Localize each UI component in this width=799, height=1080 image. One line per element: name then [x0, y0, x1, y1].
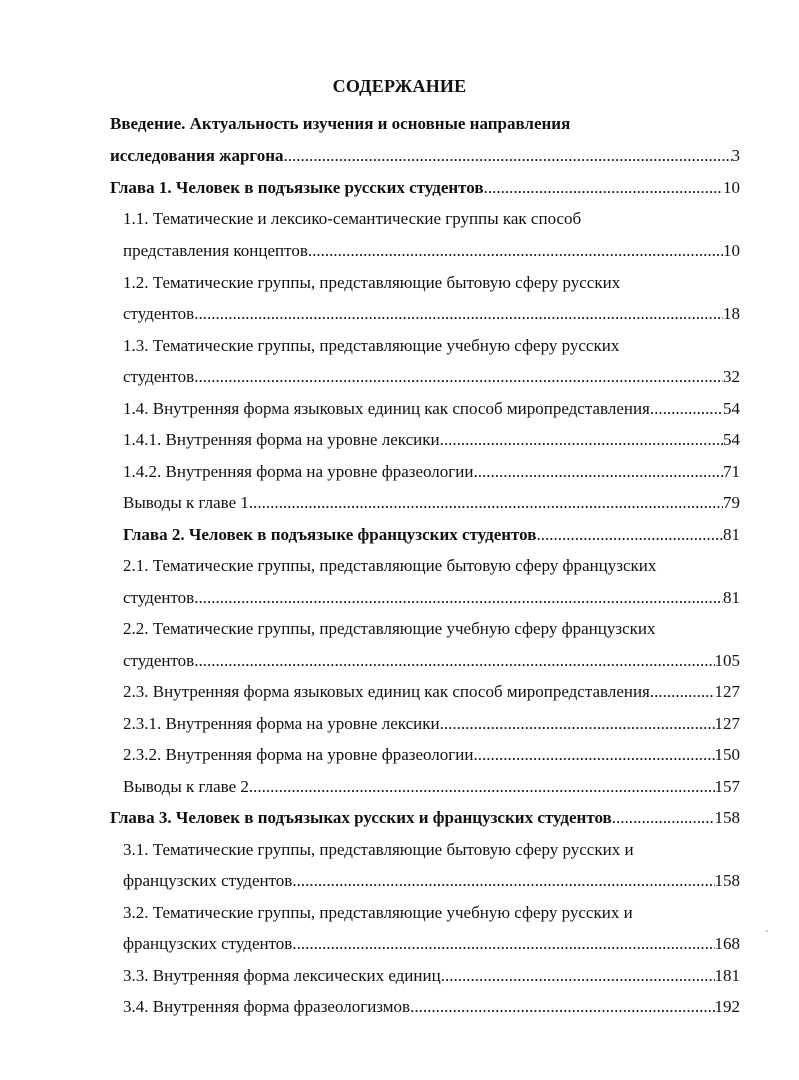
- toc-leader-dots: [284, 145, 732, 167]
- toc-entry-text: 3.2. Тематические группы, представляющие учебную сферу русских и: [123, 903, 633, 922]
- toc-entry-text: Выводы к главе 2: [123, 777, 249, 796]
- toc-entry-conclusions-2: [123, 776, 740, 798]
- toc-leader-dots: [249, 776, 715, 798]
- toc-leader-dots: [194, 366, 723, 388]
- toc-entry-1-2: [123, 303, 740, 325]
- toc-page-number: 192: [714, 997, 740, 1016]
- toc-entry-1-4: [123, 398, 740, 420]
- toc-page-number: 158: [714, 871, 740, 890]
- toc-entry-text: 1.1. Тематические и лексико-семантические группы как способ: [123, 209, 582, 228]
- toc-page-number: 158: [714, 808, 740, 827]
- toc-entry-text: представления концептов: [123, 241, 308, 260]
- toc-leader-dots: [650, 398, 723, 420]
- toc-leader-dots: [292, 933, 714, 955]
- toc-entry-3-2: [123, 933, 740, 955]
- toc-leader-dots: [440, 713, 715, 735]
- toc-page-number: 54: [723, 430, 740, 449]
- toc-page-number: 127: [714, 682, 740, 701]
- toc-entry-2-1-line1: [123, 555, 740, 577]
- toc-entry-2-2: [123, 650, 740, 672]
- toc-leader-dots: [194, 650, 714, 672]
- toc-entry-text: французских студентов: [123, 871, 293, 890]
- toc-entry-chapter-3: [110, 807, 740, 829]
- toc-entry-conclusions-1: [123, 492, 740, 514]
- toc-entry-1-1-line1: [123, 208, 740, 230]
- toc-entry-3-2-line1: [123, 902, 740, 924]
- toc-page-number: 32: [723, 367, 740, 386]
- toc-entry-text: студентов: [123, 651, 195, 670]
- toc-page-number: 3: [731, 146, 740, 165]
- toc-entry-text: Глава 3. Человек в подъязыках русских и французских студентов: [110, 808, 612, 827]
- toc-entry-text: Глава 2. Человек в подъязыке французских студентов: [123, 525, 537, 544]
- toc-entry-intro-line1: [110, 113, 740, 135]
- toc-entry-1-2-line1: [123, 272, 740, 294]
- toc-entry-1-3-line1: [123, 335, 740, 357]
- toc-leader-dots: [410, 996, 714, 1018]
- page-title: СОДЕРЖАНИЕ: [332, 76, 467, 96]
- toc-entry-2-3-1: [123, 713, 740, 735]
- toc-entry-text: Выводы к главе 1: [123, 493, 249, 512]
- toc-leader-dots: [484, 177, 723, 199]
- toc-entry-text: 3.4. Внутренняя форма фразеологизмов: [123, 997, 411, 1016]
- toc-entry-chapter-2: [123, 524, 740, 546]
- toc-entry-text: исследования жаргона: [110, 146, 284, 165]
- toc-entry-text: 2.3. Внутренняя форма языковых единиц как способ миропредставления: [123, 682, 650, 701]
- toc-entry-1-3: [123, 366, 740, 388]
- toc-entry-2-1: [123, 587, 740, 609]
- toc-leader-dots: [440, 429, 723, 451]
- toc-entry-1-1: [123, 240, 740, 262]
- scan-speck: [766, 930, 768, 932]
- toc-entry-intro: [110, 145, 740, 167]
- toc-page-number: 10: [723, 178, 740, 197]
- toc-entry-chapter-1: [110, 177, 740, 199]
- toc-leader-dots: [441, 965, 715, 987]
- toc-page-number: 10: [723, 241, 740, 260]
- toc-page-number: 81: [723, 525, 740, 544]
- toc-entry-text: 2.3.1. Внутренняя форма на уровне лексики: [123, 714, 440, 733]
- toc-page-number: 81: [723, 588, 740, 607]
- toc-leader-dots: [473, 744, 714, 766]
- toc-leader-dots: [249, 492, 723, 514]
- toc-leader-dots: [194, 587, 723, 609]
- toc-page-number: 181: [714, 966, 740, 985]
- toc-entry-text: 1.3. Тематические группы, представляющие учебную сферу русских: [123, 336, 620, 355]
- toc-entry-3-4: [123, 996, 740, 1018]
- toc-leader-dots: [308, 240, 723, 262]
- toc-page-number: 127: [714, 714, 740, 733]
- toc-entry-text: 1.4. Внутренняя форма языковых единиц как способ миропредставления: [123, 399, 650, 418]
- toc-leader-dots: [473, 461, 723, 483]
- toc-entry-text: 3.1. Тематические группы, представляющие бытовую сферу русских и: [123, 840, 634, 859]
- toc-page-number: 71: [723, 462, 740, 481]
- toc-leader-dots: [650, 681, 715, 703]
- toc-entry-2-2-line1: [123, 618, 740, 640]
- toc-entry-3-3: [123, 965, 740, 987]
- toc-entry-text: Введение. Актуальность изучения и основные направления: [110, 114, 571, 133]
- toc-entry-1-4-1: [123, 429, 740, 451]
- toc-page-number: 105: [714, 651, 740, 670]
- toc-page-number: 168: [714, 934, 740, 953]
- toc-entry-3-1-line1: [123, 839, 740, 861]
- toc-entry-text: 1.4.2. Внутренняя форма на уровне фразеологии: [123, 462, 474, 481]
- toc-entry-text: студентов: [123, 304, 195, 323]
- toc-page-number: 150: [714, 745, 740, 764]
- toc-entry-text: студентов: [123, 588, 195, 607]
- toc-entry-text: 1.4.1. Внутренняя форма на уровне лексики: [123, 430, 440, 449]
- toc-leader-dots: [292, 870, 714, 892]
- toc-page-number: 18: [723, 304, 740, 323]
- toc-page-number: 54: [723, 399, 740, 418]
- toc-entry-3-1: [123, 870, 740, 892]
- toc-entry-text: 3.3. Внутренняя форма лексических единиц: [123, 966, 441, 985]
- toc-page-number: 79: [723, 493, 740, 512]
- toc-leader-dots: [612, 807, 715, 829]
- toc-entry-1-4-2: [123, 461, 740, 483]
- toc-leader-dots: [536, 524, 723, 546]
- toc-entry-text: студентов: [123, 367, 195, 386]
- toc-entry-text: 2.1. Тематические группы, представляющие бытовую сферу французских: [123, 556, 657, 575]
- toc-leader-dots: [194, 303, 723, 325]
- toc-entry-text: 2.3.2. Внутренняя форма на уровне фразеологии: [123, 745, 474, 764]
- toc-entry-2-3: [123, 681, 740, 703]
- toc-entry-text: французских студентов: [123, 934, 293, 953]
- toc-entry-text: Глава 1. Человек в подъязыке русских студентов: [110, 178, 484, 197]
- toc-entry-2-3-2: [123, 744, 740, 766]
- toc-page-number: 157: [714, 777, 740, 796]
- toc-entry-text: 2.2. Тематические группы, представляющие учебную сферу французских: [123, 619, 656, 638]
- toc-entry-text: 1.2. Тематические группы, представляющие бытовую сферу русских: [123, 273, 621, 292]
